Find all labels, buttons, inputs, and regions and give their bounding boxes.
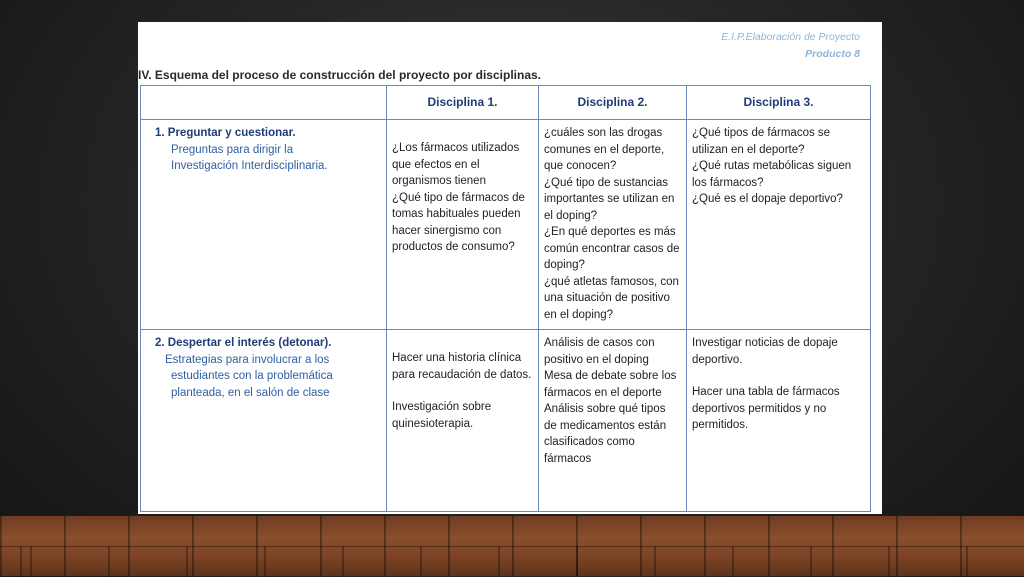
discipline-1-cell [387,330,539,512]
project-label: E.I.P.Elaboración de Proyecto [721,31,860,43]
row-title: 1. Preguntar y cuestionar. [155,127,296,139]
discipline-3-cell [687,120,871,330]
header-cell-discipline-3: Disciplina 3. [687,86,871,120]
row-label-cell [141,120,387,330]
row-title: 2. Despertar el interés (detonar). [155,337,332,349]
row-subtitle-line: Estrategias para involucrar a los [165,353,330,366]
cell-text: ¿En qué deportes es más común encontrar casos de doping? [544,226,680,271]
discipline-2-cell [539,330,687,512]
cell-text: ¿Qué tipos de fármacos se utilizan en el deporte? [692,127,831,156]
wooden-floor-planks [0,546,1024,577]
table-row [141,330,871,512]
cell-text: ¿cuáles son las drogas comunes en el deporte, que conocen? [544,127,665,172]
row-subtitle-line: Preguntas para dirigir la [171,143,294,156]
cell-text: ¿Los fármacos utilizados que efectos en el organismos tienen [392,142,520,187]
cell-text: Investigar noticias de dopaje deportivo. [692,337,838,366]
cell-text: Hacer una historia clínica para recaudación de datos. [392,352,532,381]
row-subtitle-line: estudiantes con la problemática [171,370,333,382]
cell-text: Análisis de casos con positivo en el doping [544,337,655,366]
table-header-row [141,86,871,120]
row-label-cell [141,330,387,512]
cell-text: Hacer una tabla de fármacos deportivos permitidos y no permitidos. [692,386,840,431]
cell-text: ¿Qué tipo de sustancias importantes se utilizan en el doping? [544,176,675,222]
disciplines-table [140,85,871,512]
row-subtitle-line: Investigación Interdisciplinaria. [171,160,328,172]
header-cell-discipline-2: Disciplina 2. [539,86,687,120]
cell-text: Investigación sobre quinesioterapia. [392,401,492,430]
discipline-1-cell [387,120,539,330]
cell-text: ¿Qué tipo de fármacos de tomas habituales pueden hacer sinergismo con productos de consumo? [392,191,525,253]
cell-text: ¿qué atletas famosos, con una situación de positivo en el doping? [544,275,679,321]
header-cell-discipline-1: Disciplina 1. [387,86,539,120]
table-row [141,120,871,330]
section-title: IV. Esquema del proceso de construcción del proyecto por disciplinas. [138,68,542,82]
document-slide [138,22,882,514]
document-header [721,29,860,63]
header-cell-empty [141,86,387,120]
discipline-3-cell [687,330,871,512]
cell-text: Análisis sobre qué tipos de medicamentos están clasificados como fármacos [544,403,667,465]
cell-text: ¿Qué es el dopaje deportivo? [692,193,843,205]
row-subtitle-line: planteada, en el salón de clase [171,386,330,399]
cell-text: Mesa de debate sobre los fármacos en el deporte [544,370,677,399]
discipline-2-cell [539,120,687,330]
cell-text: ¿Qué rutas metabólicas siguen los fármacos? [692,160,852,189]
product-label: Producto 8 [805,48,860,60]
